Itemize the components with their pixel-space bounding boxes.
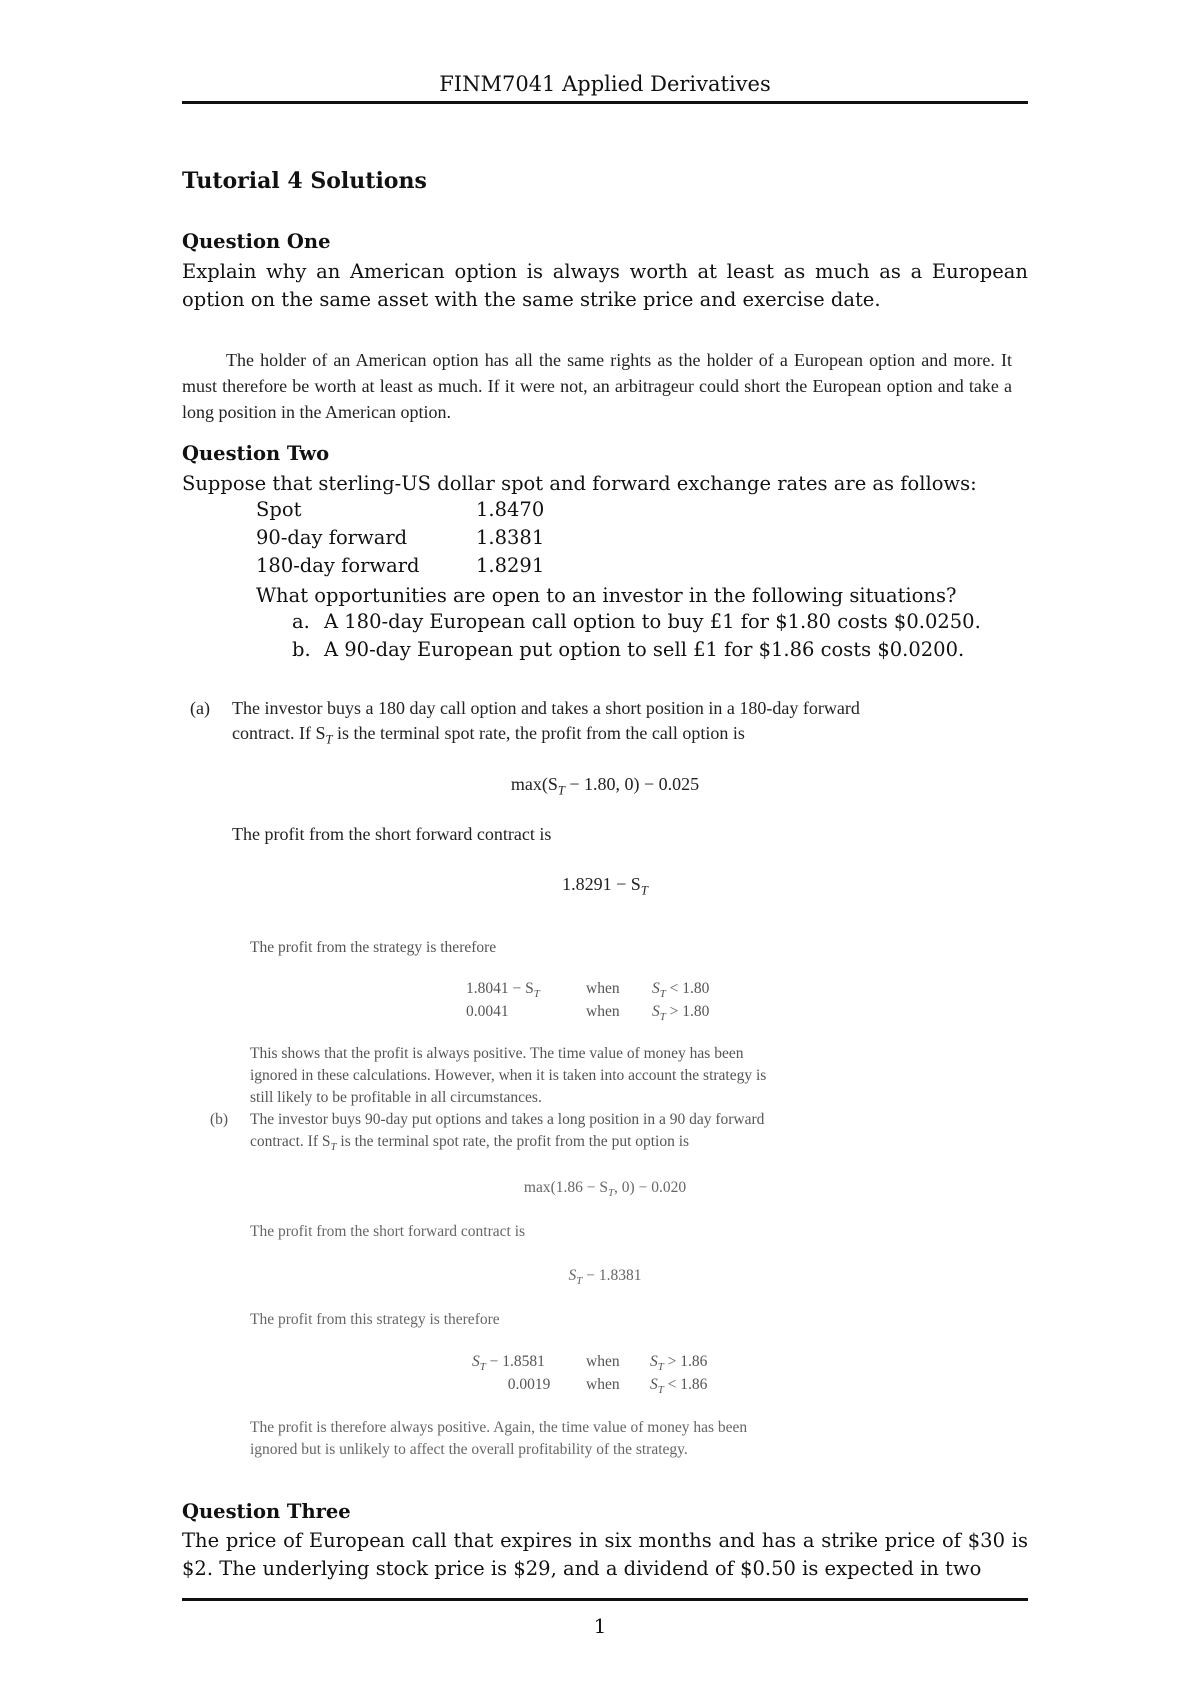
eq-part: max(1.86 − S <box>523 1179 609 1196</box>
answer-b-text4-line2: ignored but is unlikely to affect the overall profitability of the strategy. <box>250 1441 688 1458</box>
case-when: when <box>586 1376 620 1393</box>
answer-a-line2-end: is the terminal spot rate, the profit from the call option is <box>336 723 745 743</box>
rate-value: 1.8291 <box>476 554 545 577</box>
subscript-t: T <box>576 1275 583 1288</box>
case-cond: < 1.80 <box>669 980 710 997</box>
question-two-prompt: What opportunities are open to an investor in the following situations? <box>256 584 957 607</box>
question-two-item-b <box>292 638 964 661</box>
item-text: A 180-day European call option to buy £1 for $1.80 costs $0.0250. <box>324 610 981 633</box>
page-title: Tutorial 4 Solutions <box>182 168 427 194</box>
symbol-s: S <box>472 1353 480 1370</box>
page-number: 1 <box>593 1614 607 1638</box>
answer-b-line2-end: is the terminal spot rate, the profit from the put option is <box>340 1133 690 1150</box>
question-two-intro: Suppose that sterling-US dollar spot and forward exchange rates are as follows: <box>182 472 977 495</box>
rate-label: 180-day forward <box>256 554 420 577</box>
case-expr: 0.0041 <box>466 1003 509 1020</box>
answer-a-line2 <box>232 721 745 753</box>
answer-a-text4-line3: still likely to be profitable in all circumstances. <box>250 1089 542 1106</box>
answer-b-marker: (b) <box>210 1111 229 1128</box>
header-rule <box>182 101 1028 104</box>
case-expr: − 1.8581 <box>489 1353 545 1370</box>
eq-part: , 0) − 0.020 <box>614 1179 687 1196</box>
footer-rule <box>182 1598 1028 1601</box>
rate-value: 1.8470 <box>476 498 545 521</box>
case-when: when <box>586 980 620 997</box>
subscript-t: T <box>657 1361 664 1374</box>
subscript-t: T <box>325 732 333 747</box>
answer-a-equation-1 <box>182 772 1028 804</box>
answer-b-line1: The investor buys 90-day put options and takes a long position in a 90 day forward <box>250 1111 765 1128</box>
subscript-t: T <box>659 1011 666 1024</box>
question-one-heading: Question One <box>182 230 331 253</box>
answer-b-text4-line1: The profit is therefore always positive. Again, the time value of money has been <box>250 1419 748 1436</box>
case-cond: > 1.86 <box>667 1353 708 1370</box>
question-one-answer: The holder of an American option has all the same rights as the holder of a European option and more. It must therefore be worth at least as much. If it were not, an arbitrageur could short the European option and take a long position in the American option. <box>182 350 1012 422</box>
eq-part: 1.8291 − S <box>562 874 641 894</box>
answer-b-line2 <box>250 1132 689 1157</box>
subscript-t: T <box>659 988 666 1001</box>
item-text: A 90-day European put option to sell £1 for $1.86 costs $0.0200. <box>324 638 965 661</box>
answer-a-text4-line2: ignored in these calculations. However, when it is taken into account the strategy is <box>250 1067 767 1084</box>
subscript-t: T <box>608 1187 615 1200</box>
question-one-text: Explain why an American option is always worth at least as much as a European option on the same asset with the same strike price and exercise date. <box>182 260 1028 311</box>
answer-b-text3: The profit from this strategy is therefore <box>250 1311 500 1328</box>
answer-a-line1: The investor buys a 180 day call option and takes a short position in a 180-day forward <box>232 698 860 718</box>
answer-b-text2: The profit from the short forward contract is <box>250 1223 526 1240</box>
subscript-t: T <box>657 1384 664 1397</box>
answer-b-equation-1 <box>182 1178 1028 1203</box>
item-marker: b. <box>292 638 311 661</box>
case-when: when <box>586 1353 620 1370</box>
subscript-t: T <box>533 988 540 1001</box>
symbol-s: S <box>650 1376 658 1393</box>
answer-a-line2-start: contract. If S <box>232 723 326 743</box>
rate-label: Spot <box>256 498 302 521</box>
running-header: FINM7041 Applied Derivatives <box>439 72 771 96</box>
answer-a-marker: (a) <box>190 698 210 718</box>
answer-a-equation-2 <box>182 872 1028 904</box>
item-marker: a. <box>292 610 310 633</box>
case-expr: 0.0019 <box>507 1376 551 1393</box>
case-expr: 1.8041 − S <box>466 980 534 997</box>
answer-a-case-1 <box>466 980 709 1000</box>
symbol-s: S <box>568 1267 577 1284</box>
answer-a-text2: The profit from the short forward contract is <box>232 824 552 844</box>
answer-a-text4-line1: This shows that the profit is always positive. The time value of money has been <box>250 1045 744 1062</box>
answer-b-line2-start: contract. If S <box>250 1133 331 1150</box>
case-when: when <box>586 1003 620 1020</box>
rate-label: 90-day forward <box>256 526 408 549</box>
case-cond: > 1.80 <box>669 1003 710 1020</box>
question-two-heading: Question Two <box>182 442 330 465</box>
eq-part: − 1.80, 0) − 0.025 <box>569 774 700 794</box>
subscript-t: T <box>479 1361 486 1374</box>
question-three-heading: Question Three <box>182 1500 351 1523</box>
subscript-t: T <box>640 883 648 898</box>
subscript-t: T <box>557 783 565 798</box>
rate-value: 1.8381 <box>476 526 545 549</box>
question-three-text: The price of European call that expires in six months and has a strike price of $30 is $2. The underlying stock price is $29, and a dividend of $0.50 is expected in two <box>182 1529 1028 1580</box>
symbol-s: S <box>652 1003 660 1020</box>
symbol-s: S <box>650 1353 658 1370</box>
eq-part: − 1.8381 <box>586 1267 642 1284</box>
subscript-t: T <box>330 1141 337 1154</box>
answer-a-text3: The profit from the strategy is therefore <box>250 939 497 956</box>
eq-part: max(S <box>510 774 558 794</box>
symbol-s: S <box>652 980 660 997</box>
answer-b-equation-2 <box>182 1266 1028 1291</box>
answer-b-case-2 <box>472 1376 707 1396</box>
answer-a-case-2 <box>466 1003 709 1023</box>
case-cond: < 1.86 <box>667 1376 708 1393</box>
answer-b-case-1 <box>472 1353 707 1373</box>
question-two-item-a <box>292 610 981 633</box>
